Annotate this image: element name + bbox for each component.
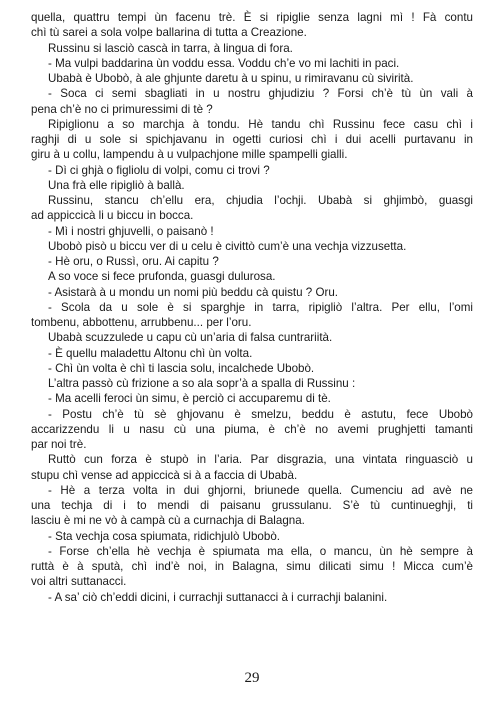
text-line: - Scola da u sole è si sparghje in tarra, ripigliò l’altra. Per ellu, l’omi bbox=[48, 300, 473, 314]
text-line: tombenu, abbottenu, arrubbenu... per l’oru. bbox=[31, 316, 252, 329]
text-line: - Asistarà à u mondu un nomi più beddu cà quistu ? Oru. bbox=[48, 285, 339, 299]
text-line: Ubabà è Ubobò, à ale ghjunte daretu à u spinu, u rimiravanu cù sivirità. bbox=[48, 72, 414, 85]
text-line: Russinu si lasciò cascà in tarra, à lingua di fora. bbox=[48, 41, 293, 55]
text-line: - Sta vechja cosa spiumata, ridichjulò Ubobò. bbox=[48, 529, 280, 543]
text-line: Ubobò pisò u biccu ver di u celu è civittò cum’è una vechja vizzusetta. bbox=[48, 239, 407, 253]
text-line: Ripiglionu a so marchja à tondu. Hè tandu chì Russinu fece casu chì i bbox=[48, 117, 473, 131]
text-line: A so voce si fece prufonda, guasgi dulurosa. bbox=[48, 270, 276, 284]
text-line: Ubabà scuzzulede u capu cù un’aria di falsa cuntrariità. bbox=[48, 331, 333, 345]
text-line: Ruttò cun forza è stupò in l’aria. Par disgrazia, una vintata ringuasciò u bbox=[48, 453, 473, 467]
text-line: Russinu, stancu ch’ellu era, chjudia l’ochji. Ubabà si ghjimbò, guasgi bbox=[48, 194, 473, 207]
text-line: stupu chì vense ad appiccicà si à a faccia di Ubabà. bbox=[31, 468, 298, 482]
text-line: - Forse ch’ella hè vechja è spiumata ma ella, o mancu, ùn hè sempre à bbox=[48, 544, 473, 558]
text-line: - Soca ci semi sbagliati in u nostru ghjudiziu ? Forsi ch’è tù ùn vali à bbox=[48, 87, 473, 101]
text-line: L’altra passò cù frizione a so ala sopr’à a spalla di Russinu : bbox=[48, 377, 356, 390]
text-line: - Hè a terza volta in dui ghjorni, briunede quella. Cumenciu ad avè ne bbox=[48, 483, 473, 497]
text-line: pena ch’è no ci primuressimi di tè ? bbox=[31, 102, 213, 116]
text-line: - Ma acelli feroci ùn simu, è perciò ci accuparemu di tè. bbox=[48, 392, 331, 406]
text-line: - Hè oru, o Russì, oru. Ai capitu ? bbox=[48, 255, 219, 268]
page-number: 29 bbox=[244, 670, 260, 686]
text-line: voi altri suttanacci. bbox=[31, 575, 127, 589]
text-line: - Dì ci ghjà o figliolu di volpi, comu ci trovi ? bbox=[48, 163, 270, 177]
text-line: - È quellu maladettu Altonu chì ùn volta. bbox=[48, 346, 253, 360]
text-line: accarizzendu li u nasu cù una piuma, è ch’è no avemi prughjetti tamanti bbox=[31, 422, 473, 436]
text-line: ruttà è à sputà, chì ind’è noi, in Balagna, simu dilicati simu ! Micca cum’è bbox=[31, 560, 473, 573]
text-line: ad appiccicà li u biccu in bocca. bbox=[31, 209, 194, 223]
text-line: quella, quattru tempi ùn facenu trè. È si ripiglie senza lagni mì ! Fà contu bbox=[31, 11, 473, 24]
text-line: Una frà elle ripigliò à ballà. bbox=[48, 178, 185, 192]
text-line: - Mì i nostri ghjuvelli, o paisanò ! bbox=[48, 224, 214, 238]
text-line: - Ma vulpi baddarina ùn voddu essa. Voddu ch’e vo mi lachiti in paci. bbox=[48, 56, 400, 70]
text-line: lasciu è mi ne vò à campà cù a curnachja di Balagna. bbox=[31, 514, 305, 528]
text-line: giru à u collu, lampendu à u vulpachjone mille spampelli gialli. bbox=[31, 148, 348, 162]
text-line: chì tù sarei a sola volpe ballarina di tutta a Creazione. bbox=[31, 26, 307, 40]
text-line: - Chì ùn volta è chì ti lascia solu, incalchede Ubobò. bbox=[48, 361, 315, 375]
text-line: - A sa’ ciò ch’eddi dicini, i currachji suttanacci à i currachji balanini. bbox=[48, 590, 388, 604]
text-line: par noi trè. bbox=[31, 438, 87, 451]
page-body bbox=[31, 10, 473, 605]
text-line: raghji di u sole si spichjavanu in ogetti curiosi chì i dui acelli purtavanu in bbox=[31, 133, 473, 146]
text-line: una techja di i to mendi di paisanu grussulanu. S’è tù cuntinueghji, ti bbox=[31, 499, 473, 512]
text-line: - Postu ch’è tù sè ghjovanu è smelzu, beddu è astutu, fece Ubobò bbox=[48, 407, 473, 421]
